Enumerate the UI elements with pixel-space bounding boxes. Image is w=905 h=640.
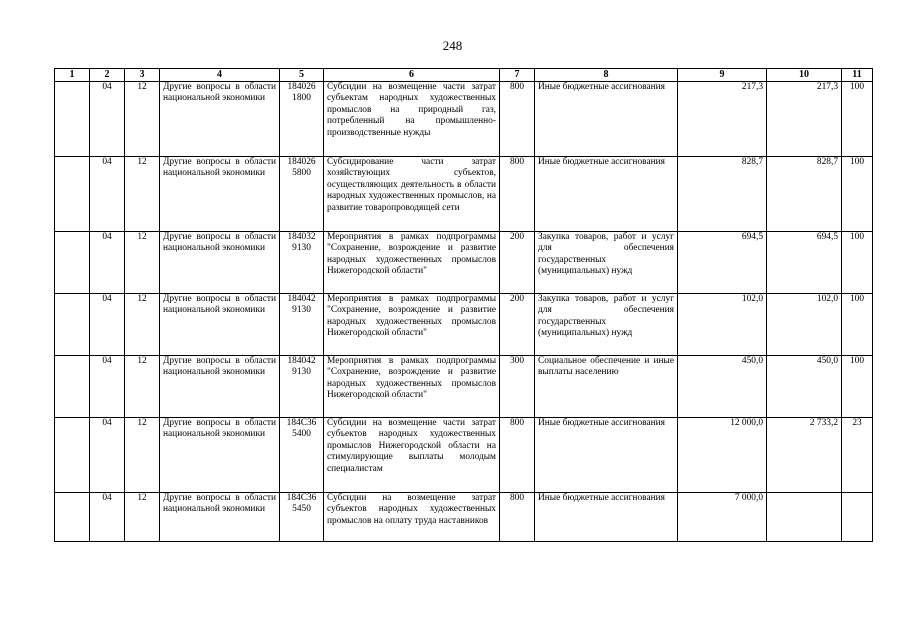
cell-expense-type-name: Закупка товаров, работ и услуг для обеспечения государственных (муниципальных) нужд [535, 232, 678, 294]
cell-section: 04 [90, 493, 125, 542]
cell-section: 04 [90, 418, 125, 493]
header-col-1: 1 [55, 69, 90, 82]
cell-expense-type-name: Социальное обеспечение и иные выплаты населению [535, 356, 678, 418]
header-col-9: 9 [678, 69, 767, 82]
cell-section: 04 [90, 82, 125, 157]
cell-section: 04 [90, 294, 125, 356]
table-row [55, 356, 873, 418]
cell-expense-type-name: Иные бюджетные ассигнования [535, 493, 678, 542]
cell-expense-type-name: Иные бюджетные ассигнования [535, 157, 678, 232]
cell-section-name: Другие вопросы в области национальной экономики [160, 232, 280, 294]
cell-section-name: Другие вопросы в области национальной экономики [160, 82, 280, 157]
cell-col-1 [55, 294, 90, 356]
cell-target-code: 184042 9130 [280, 356, 324, 418]
cell-actual-amount [767, 493, 842, 542]
cell-section-name: Другие вопросы в области национальной экономики [160, 356, 280, 418]
cell-expense-name: Субсидии на возмещение части затрат субъектам народных художественных промыслов на природный газ, потребленный на промышленно-производственные нужды [324, 82, 500, 157]
cell-planned-amount: 828,7 [678, 157, 767, 232]
cell-percent: 100 [842, 294, 873, 356]
cell-expense-name: Субсидирование части затрат хозяйствующих субъектов, осуществляющих деятельность в области народных художественных промыслов, на развитие товаропроводящей сети [324, 157, 500, 232]
cell-target-code: 184026 5800 [280, 157, 324, 232]
table-header-row [55, 69, 873, 82]
cell-planned-amount: 694,5 [678, 232, 767, 294]
cell-subsection: 12 [125, 82, 160, 157]
cell-expense-type-name: Иные бюджетные ассигнования [535, 82, 678, 157]
cell-percent: 100 [842, 356, 873, 418]
cell-actual-amount: 217,3 [767, 82, 842, 157]
cell-expense-type-code: 200 [500, 294, 535, 356]
header-col-3: 3 [125, 69, 160, 82]
cell-expense-name: Мероприятия в рамках подпрограммы "Сохранение, возрождение и развитие народных художественных промыслов Нижегородской области" [324, 294, 500, 356]
cell-percent: 100 [842, 157, 873, 232]
header-col-6: 6 [324, 69, 500, 82]
cell-section-name: Другие вопросы в области национальной экономики [160, 418, 280, 493]
cell-expense-type-code: 800 [500, 157, 535, 232]
cell-col-1 [55, 82, 90, 157]
cell-section-name: Другие вопросы в области национальной экономики [160, 157, 280, 232]
cell-subsection: 12 [125, 232, 160, 294]
cell-subsection: 12 [125, 157, 160, 232]
cell-planned-amount: 102,0 [678, 294, 767, 356]
cell-target-code: 184032 9130 [280, 232, 324, 294]
page-number: 248 [442, 38, 463, 53]
cell-target-code: 184С36 5400 [280, 418, 324, 493]
cell-col-1 [55, 157, 90, 232]
cell-section-name: Другие вопросы в области национальной экономики [160, 493, 280, 542]
header-col-5: 5 [280, 69, 324, 82]
cell-percent: 100 [842, 232, 873, 294]
header-col-8: 8 [535, 69, 678, 82]
cell-planned-amount: 12 000,0 [678, 418, 767, 493]
cell-col-1 [55, 232, 90, 294]
cell-subsection: 12 [125, 356, 160, 418]
cell-expense-name: Субсидии на возмещение части затрат субъектов народных художественных промыслов Нижегородской области на стимулирующие выплаты молодым специалистам [324, 418, 500, 493]
cell-section-name: Другие вопросы в области национальной экономики [160, 294, 280, 356]
table-row [55, 82, 873, 157]
cell-expense-name: Мероприятия в рамках подпрограммы "Сохранение, возрождение и развитие народных художественных промыслов Нижегородской области" [324, 356, 500, 418]
cell-percent [842, 493, 873, 542]
cell-col-1 [55, 493, 90, 542]
cell-subsection: 12 [125, 294, 160, 356]
cell-subsection: 12 [125, 418, 160, 493]
cell-expense-type-code: 800 [500, 418, 535, 493]
cell-planned-amount: 450,0 [678, 356, 767, 418]
cell-percent: 23 [842, 418, 873, 493]
header-col-10: 10 [767, 69, 842, 82]
header-col-7: 7 [500, 69, 535, 82]
table-row [55, 232, 873, 294]
header-col-2: 2 [90, 69, 125, 82]
header-col-4: 4 [160, 69, 280, 82]
cell-section: 04 [90, 356, 125, 418]
cell-expense-type-code: 300 [500, 356, 535, 418]
cell-planned-amount: 217,3 [678, 82, 767, 157]
cell-expense-type-code: 800 [500, 493, 535, 542]
cell-col-1 [55, 418, 90, 493]
cell-actual-amount: 102,0 [767, 294, 842, 356]
cell-expense-type-code: 200 [500, 232, 535, 294]
cell-target-code: 184С36 5450 [280, 493, 324, 542]
table-row [55, 157, 873, 232]
cell-expense-type-name: Иные бюджетные ассигнования [535, 418, 678, 493]
cell-expense-type-code: 800 [500, 82, 535, 157]
cell-target-code: 184026 1800 [280, 82, 324, 157]
cell-col-1 [55, 356, 90, 418]
cell-percent: 100 [842, 82, 873, 157]
table-row [55, 418, 873, 493]
cell-planned-amount: 7 000,0 [678, 493, 767, 542]
cell-actual-amount: 2 733,2 [767, 418, 842, 493]
table-row [55, 493, 873, 542]
cell-actual-amount: 694,5 [767, 232, 842, 294]
cell-expense-name: Субсидии на возмещение затрат субъектов народных художественных промыслов на оплату труда наставников [324, 493, 500, 542]
table-row [55, 294, 873, 356]
header-col-11: 11 [842, 69, 873, 82]
budget-table [54, 68, 873, 542]
cell-subsection: 12 [125, 493, 160, 542]
cell-actual-amount: 450,0 [767, 356, 842, 418]
cell-target-code: 184042 9130 [280, 294, 324, 356]
cell-expense-type-name: Закупка товаров, работ и услуг для обеспечения государственных (муниципальных) нужд [535, 294, 678, 356]
cell-expense-name: Мероприятия в рамках подпрограммы "Сохранение, возрождение и развитие народных художественных промыслов Нижегородской области" [324, 232, 500, 294]
cell-section: 04 [90, 157, 125, 232]
cell-section: 04 [90, 232, 125, 294]
cell-actual-amount: 828,7 [767, 157, 842, 232]
